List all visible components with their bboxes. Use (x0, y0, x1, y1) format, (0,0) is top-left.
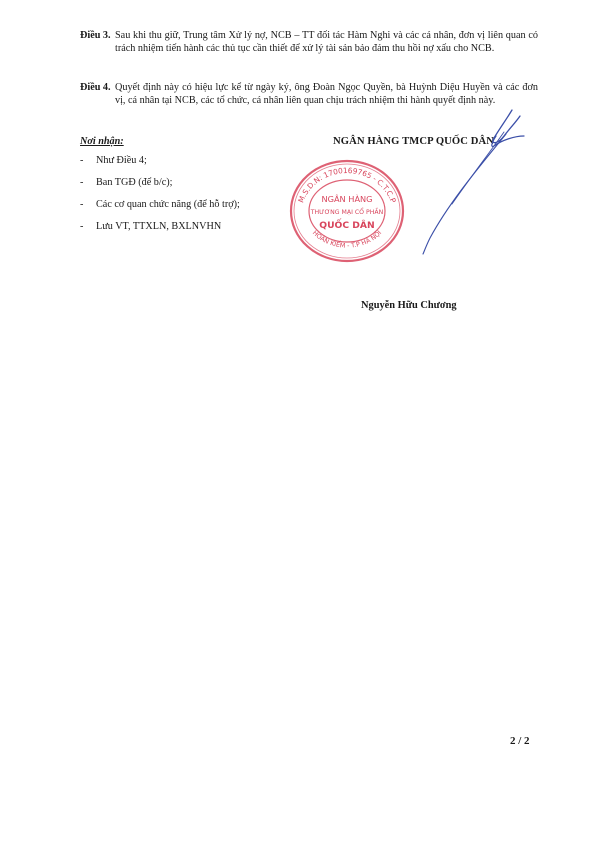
recipients-list (80, 153, 240, 241)
company-seal (288, 159, 406, 263)
recipient-item: - Ban TGĐ (để b/c); (80, 177, 173, 188)
recipients-title: Nơi nhận: (80, 136, 124, 147)
recipient-text: Lưu VT, TTXLN, BXLNVHN (96, 221, 222, 232)
article-4 (80, 81, 538, 108)
bank-title: NGÂN HÀNG TMCP QUỐC DÂN (333, 136, 495, 147)
recipient-text: Như Điều 4; (96, 155, 147, 166)
seal-inner-line-3: QUỐC DÂN (319, 220, 375, 231)
recipient-item: - Lưu VT, TTXLN, BXLNVHN (80, 221, 222, 232)
seal-ring-bottom-text: HOÀN KIẾM - T.P HÀ NỘI (310, 228, 384, 250)
seal-ring-top-text: M.S.D.N: 1700169765 - C.T.C.P (296, 165, 398, 204)
article-4-label: Điều 4. (80, 82, 111, 93)
seal-inner-line-1: NGÂN HÀNG (321, 194, 373, 204)
recipient-item: - Như Điều 4; (80, 155, 147, 166)
recipient-text: Ban TGĐ (để b/c); (96, 177, 173, 188)
recipients-block (80, 136, 240, 241)
handwritten-signature (420, 106, 540, 256)
seal-inner-line-2: THƯƠNG MẠI CỔ PHẦN (310, 209, 384, 216)
article-3-text: Sau khi thu giữ, Trung tâm Xử lý nợ, NCB – TT đối tác Hàm Nghi và các cá nhân, đơn vị liên quan có trách nhiệm tiến hành các thủ tục cần thiết để xử lý tài sản bảo đảm thu hồi nợ xấu cho NCB. (115, 30, 538, 55)
article-3-label: Điều 3. (80, 30, 111, 41)
article-4-text: Quyết định này có hiệu lực kể từ ngày ký, ông Đoàn Ngọc Quyền, bà Huỳnh Diệu Huyền và các đơn vị, cá nhân tại NCB, các tổ chức, cá nhân liên quan chịu trách nhiệm thi hành quyết định này. (115, 82, 538, 107)
page-number: 2 / 2 (510, 735, 530, 747)
recipient-item: - Các cơ quan chức năng (để hỗ trợ); (80, 199, 240, 210)
signer-name: Nguyễn Hữu Chương (361, 300, 457, 311)
article-3 (80, 29, 538, 56)
recipient-text: Các cơ quan chức năng (để hỗ trợ); (96, 199, 240, 210)
